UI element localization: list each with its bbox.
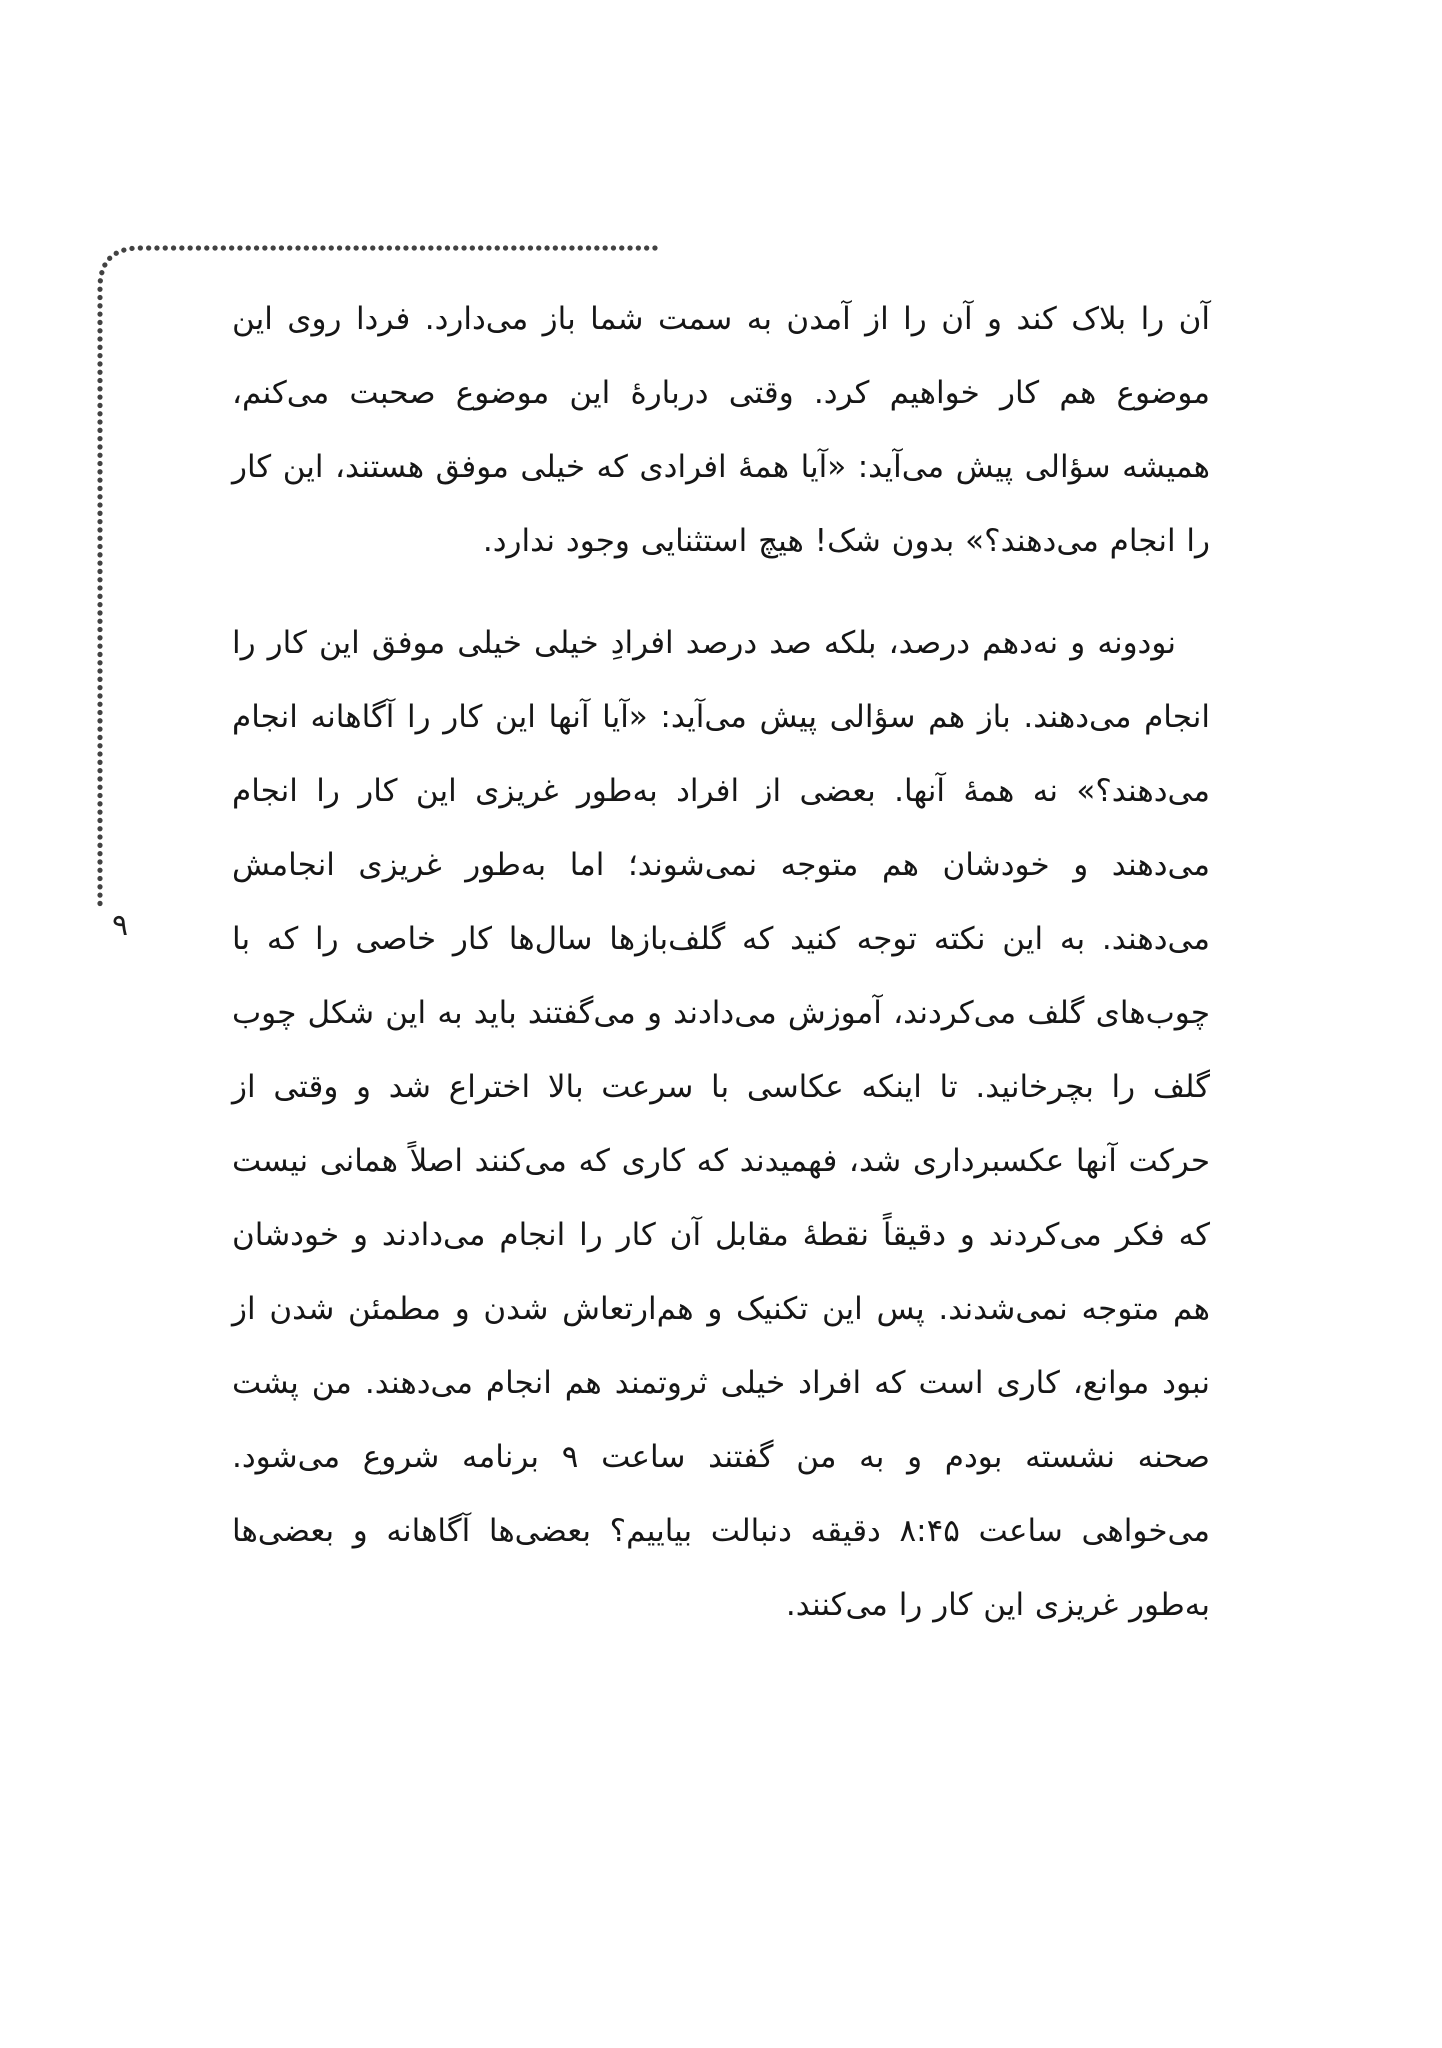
paragraph-2: نودونه و نه‌دهم درصد، بلکه صد درصد افرادِ خیلی خیلی موفق این کار را انجام می‌دهند. باز هم سؤالی پیش می‌آید: «آیا آنها این کار را آگاهانه انجام می‌دهند؟» نه همهٔ آنها. بعضی از افراد به‌طور غریزی این کار را انجام می‌دهند و خودشان هم متوجه نمی‌شوند؛ اما به‌طور غریزی انجامش می‌دهند. به این نکته توجه کنید که گلف‌بازها سال‌ها کار خاصی را که با چوب‌های گلف می‌کردند، آموزش می‌دادند و می‌گفتند باید به این شکل چوب گلف را بچرخانید. تا اینکه عکاسی با سرعت بالا اختراع شد و وقتی از حرکت آنها عکسبرداری شد، فهمیدند که کاری که می‌کنند اصلاً همانی نیست که فکر می‌کردند و دقیقاً نقطهٔ مقابل آن کار را انجام می‌دادند و خودشان هم متوجه نمی‌شدند. پس این تکنیک و هم‌ارتعاش شدن و مطمئن شدن از نبود موانع، کاری است که افراد خیلی ثروتمند هم انجام می‌دهند. من پشت صحنه نشسته بودم و به من گفتند ساعت ۹ برنامه شروع می‌شود. می‌خواهی ساعت ۸:۴۵ دقیقه دنبالت بیاییم؟ بعضی‌ها آگاهانه و بعضی‌ها به‌طور غریزی این کار را می‌کنند. — [232, 625, 1210, 1623]
body-text — [232, 282, 1210, 1642]
page-number: ۹ — [111, 908, 129, 943]
paragraph-1: آن را بلاک کند و آن را از آمدن به سمت شما باز می‌دارد. فردا روی این موضوع هم کار خواهیم کرد. وقتی دربارهٔ این موضوع صحبت می‌کنم، همیشه سؤالی پیش می‌آید: «آیا همهٔ افرادی که خیلی موفق هستند، این کار را انجام می‌دهند؟» بدون شک! هیچ استثنایی وجود ندارد. — [232, 301, 1210, 559]
